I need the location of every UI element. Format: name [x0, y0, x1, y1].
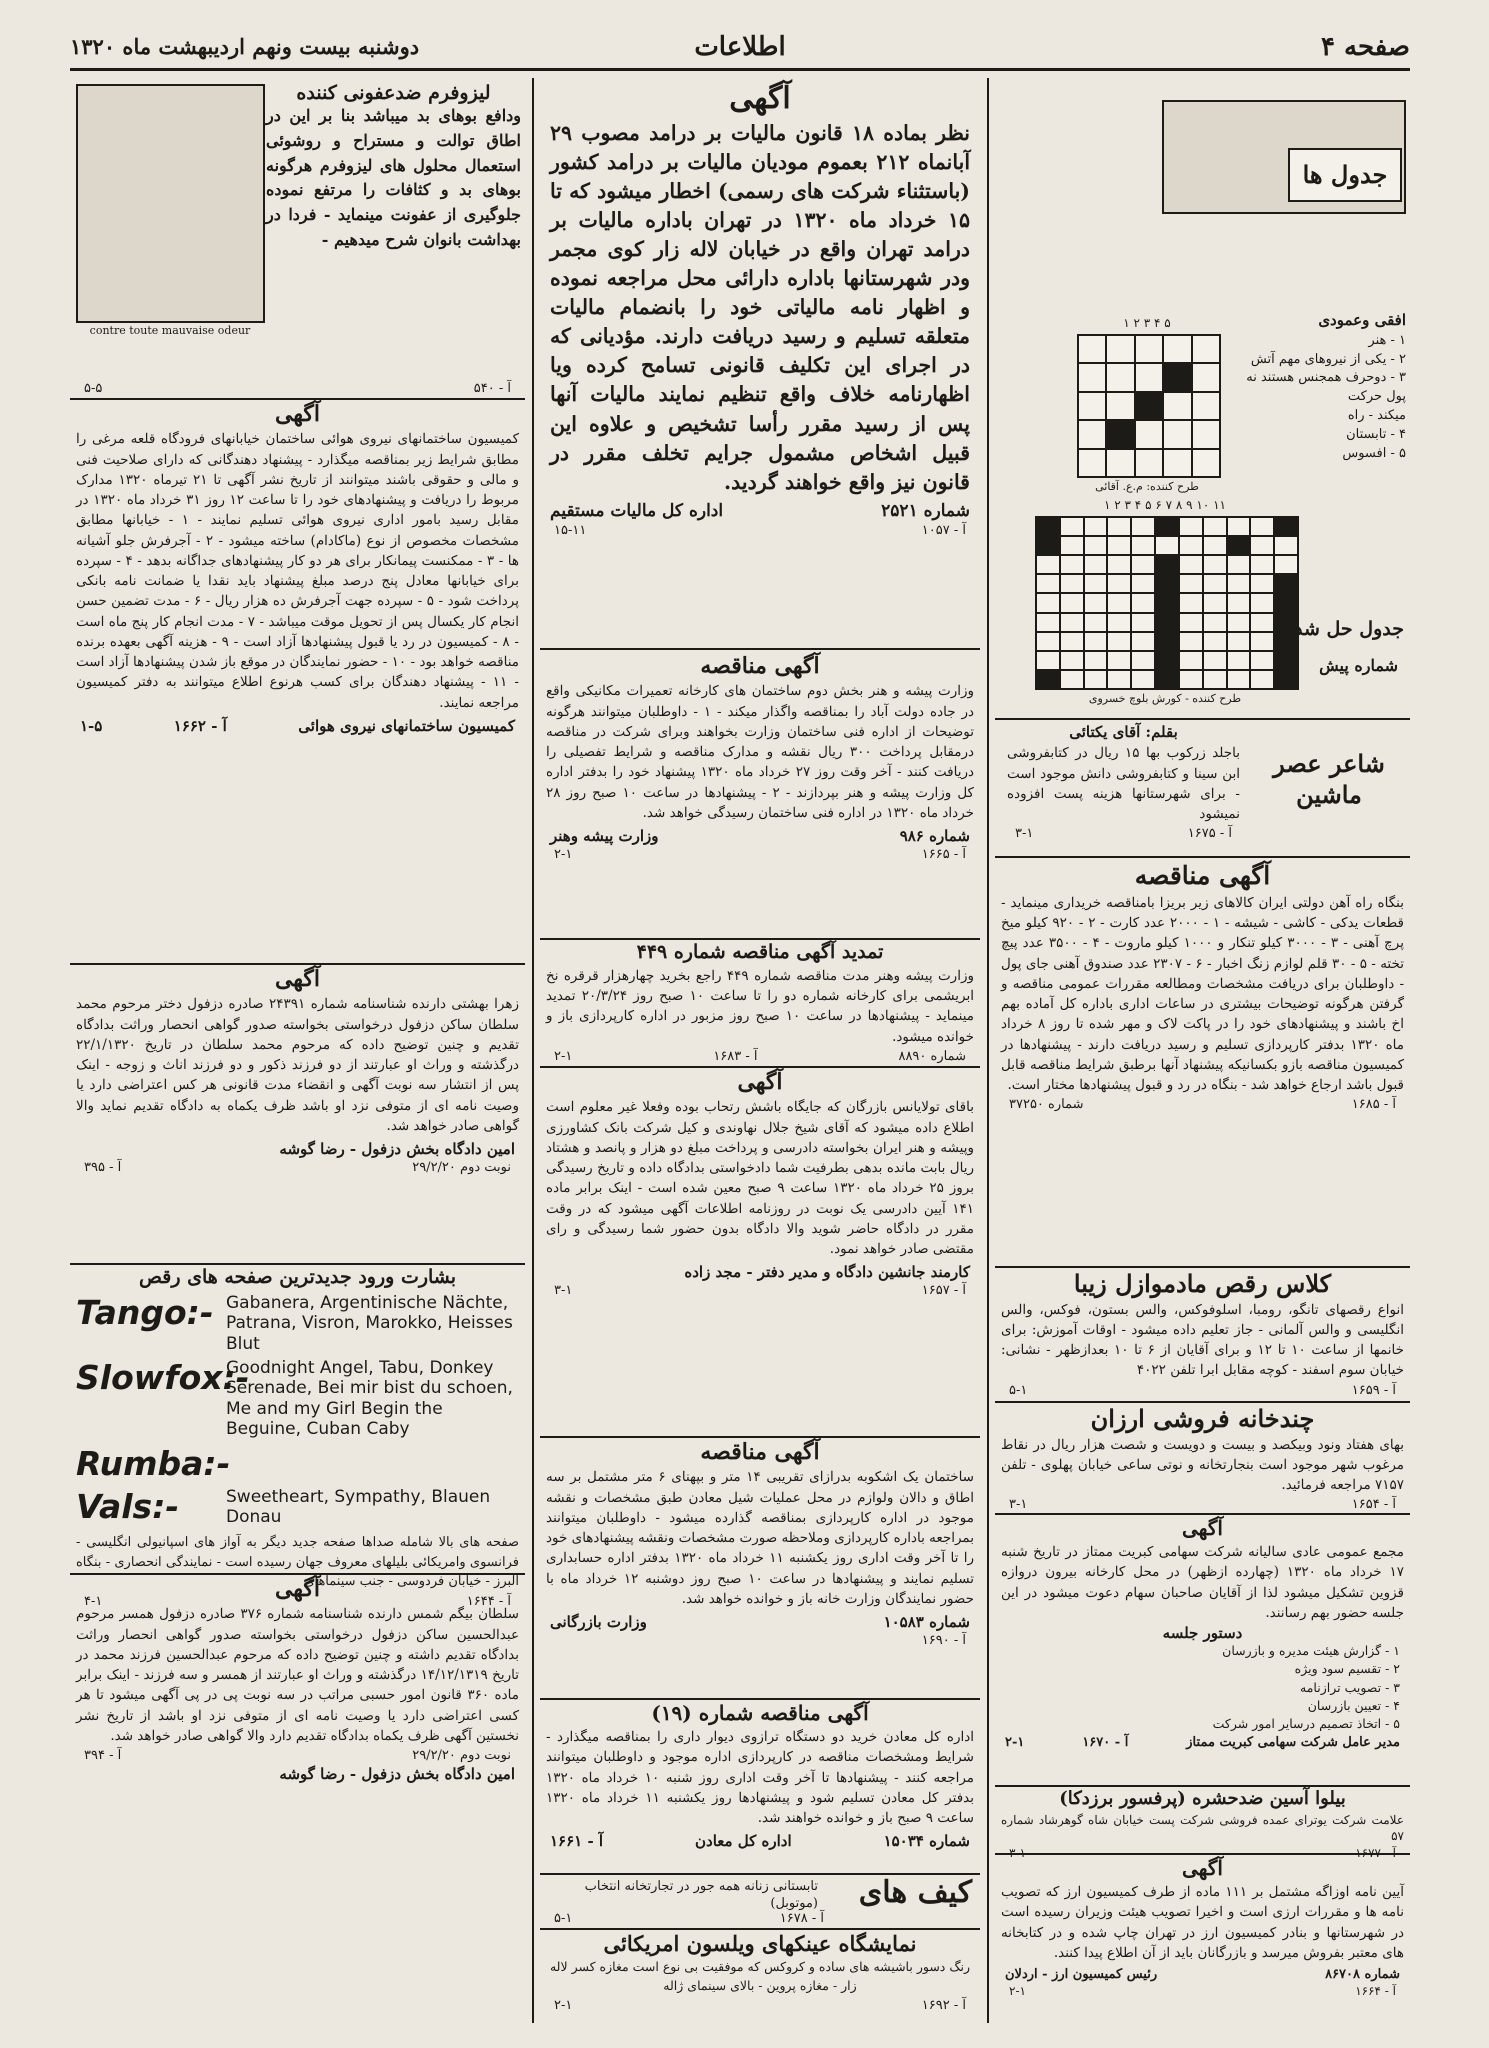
crossword-cell: [1228, 537, 1250, 554]
industry-tender-code: آ - ۱۶۶۵ ۲-۱: [554, 847, 966, 863]
crossword-cell: [1085, 575, 1107, 592]
house-sale-ad: [995, 1401, 1410, 1515]
house-sale-text: بهای هفتاد ونود وبیکصد و بیست و دویست و شصت هزار ریال در نقاط مرغوب شهر موجود است بنجارتخانه و نوتی ساعی خیابان پهلوی - تلفن ۷۱۵۷ مراجعه فرمائید.: [1001, 1436, 1404, 1494]
zahra-inheritance-notice: [70, 963, 525, 1265]
crossword-cell: [1228, 594, 1250, 611]
soltan-notice-note: نوبت دوم ۲۹/۲/۲۰ آ - ۳۹۴: [84, 1748, 511, 1764]
crossword-clue: ۳ - دوحرف همجنس هستند نه پول حرکت: [1246, 370, 1406, 405]
crossword-cell: [1107, 393, 1133, 419]
crossword-maker: طرح کننده: م.ع. آقائی: [1095, 480, 1199, 493]
agenda-item: ۴ - تعیین بازرسان: [1307, 1697, 1400, 1713]
crossword-cell: [1079, 364, 1105, 390]
glasses-title: نمایشگاه عینکهای ویلسون امریکائی: [603, 1931, 917, 1956]
crossword-cell: [1061, 575, 1083, 592]
crossword-cell: [1156, 537, 1178, 554]
crossword-cell: [1228, 652, 1250, 669]
crossword-cell: [1204, 575, 1226, 592]
crossword-cell: [1180, 671, 1202, 688]
crossword-cell: [1108, 556, 1130, 573]
agenda-item: ۱ - گزارش هیئت مدیره و بازرسان: [1222, 1643, 1400, 1659]
court-summons-title: آگهی: [737, 1069, 783, 1095]
crossword-cell: [1193, 421, 1219, 447]
crossword-cell: [1061, 671, 1083, 688]
crossword-cell: [1132, 518, 1154, 535]
industry-tender-title: آگهی مناقصه: [700, 653, 820, 679]
crossword-cell: [1037, 556, 1059, 573]
crossword-cell: [1228, 556, 1250, 573]
crossword-cell: [1061, 633, 1083, 650]
crossword-cell: [1108, 614, 1130, 631]
poet-ad-text: باجلد زرکوب بها ۱۵ ریال در کتابفروشی ابن سینا و کتابفروشی دانش موجود است - برای شهرستانها هزینه پست افزوده نمیشود: [1007, 745, 1240, 822]
agenda-item: ۳ - تصویب ترازنامه: [1300, 1679, 1400, 1695]
crossword-cell: [1193, 450, 1219, 476]
crossword-cell: [1275, 575, 1297, 592]
meeting-agenda-title: دستور جلسه: [1162, 1624, 1243, 1642]
crossword-cell: [1156, 594, 1178, 611]
match-company-meeting-ad: [995, 1513, 1410, 1787]
issue-date: دوشنبه بیست ونهم اردیبهشت ماه ۱۳۲۰: [70, 34, 420, 59]
zahra-notice-code: نوبت دوم ۲۹/۲/۲۰ آ - ۳۹۵: [84, 1160, 511, 1176]
left-column: [70, 78, 525, 2023]
air-force-tender-text: کمیسیون ساختمانهای نیروی هوائی ساختمان خیابانهای فرودگاه قلعه مرغی را مطابق شرایط زیر بمناقصه میگذارد - پیشنهاد دهندگانی که دارای صلاحیت فنی و مالی و حقوقی باشند میتوانند از تاریخ نشر آگهی تا ۲۱ تیرماه ۱۳۲۰ مدارک مربوط را دریافت و پیشنهادهای خود را تا ساعت ۱۲ روز ۳۱ خرداد ماه ۱۳۲۰ در مقابل رسید بامور اداری نیروی هوائی تسلیم نمایند - ۱ - خیابانها مطابق مشخصات مخصوص از نوع (ماکادام) ساخته میشود - ۲ - آجرفرش جلو آشیانه ها - ۳ - ممکنست پیمانکار برای هر دو کار پیشنهادهای جداگانه بدهد - ۴ - سپرده برای خیابانها معادل پنج درصد مبلغ پیشنهاد باید نقدا یا ضمانت نامه بانکی پرداخت شود - ۵ - سپرده جهت آجرفرش ده هزار ریال - ۶ - مدت تضمین حسن انجام کار یکسال پس از تحویل موقت میباشد - ۷ - مدت انجام کار پنج ماه است - ۸ - کمیسیون در رد یا قبول پیشنهادها آزاد است - ۹ - هزینه آگهی بعهده برنده مناقصه خواهد بود - ۱۰ - حضور نمایندگان در موقع باز شدن پیشنهادها آزاد است - ۱۱ - پیشنهاد دهندگان برای کسب هرنوع اطلاع میتوانند به دفتر کمیسیون مراجعه نمایند.: [76, 431, 520, 711]
page-number: صفحه ۴: [1321, 32, 1410, 62]
agenda-item: ۲ - تقسیم سود ویژه: [1294, 1661, 1400, 1677]
crossword-cell: [1085, 614, 1107, 631]
court-summons-ad: [540, 1066, 980, 1438]
crossword-cell: [1180, 575, 1202, 592]
zahra-notice-title: آگهی: [274, 966, 321, 992]
crossword-cell: [1156, 518, 1178, 535]
solved-subtitle: شماره پیش: [1319, 656, 1398, 675]
dance-class-text: انواع رقصهای تانگو، رومبا، اسلوفوکس، والس بستون، فوکس، والس انگلیسی و والس آلمانی - جاز تعلیم داده میشود - اوقات آموزش: برای خانمها از ساعت ۱۰ تا ۱۲ و برای آقایان از ۶ تا ۱۰ بعدازظهر - نشانی: خیابان سوم اسفند - کوچه مقابل ابرا تلفن ۴۰۲۲: [1001, 1301, 1405, 1379]
zahra-notice-signature: امین دادگاه بخش دزفول - رضا گوشه: [279, 1140, 515, 1159]
poet-ad-code: آ - ۱۶۷۵ ۳-۱: [1015, 826, 1232, 842]
crossword-cell: [1085, 671, 1107, 688]
crossword-cell: [1085, 652, 1107, 669]
crossword-cell: [1061, 652, 1083, 669]
handbags-code: آ - ۱۶۷۸ ۵-۱: [554, 1911, 824, 1926]
air-force-tender-title: آگهی: [274, 401, 321, 427]
crossword-cell: [1136, 421, 1162, 447]
crossword-cell: [1037, 518, 1059, 535]
crossword-cell: [1164, 393, 1190, 419]
meeting-signature: مدیر عامل شرکت سهامی کبریت ممتاز آ - ۱۶۷۰ ۲-۱: [1005, 1734, 1400, 1750]
commerce-tender-title: آگهی مناقصه: [700, 1439, 820, 1465]
handbags-title: کیف های: [858, 1875, 972, 1910]
house-sale-title: چندخانه فروشی ارزان: [1090, 1404, 1315, 1433]
crossword-cell: [1228, 575, 1250, 592]
commerce-tender-signature: شماره ۱۰۵۸۳ وزارت بازرگانی: [550, 1613, 970, 1632]
tender-449-code: شماره ۸۸۹۰ آ - ۱۶۸۳ ۲-۱: [554, 1048, 966, 1064]
crossword-cell: [1107, 336, 1133, 362]
soltan-notice-title: آگهی: [274, 1576, 321, 1602]
tax-notice-title: آگهی: [729, 81, 791, 116]
crossword-cell: [1108, 537, 1130, 554]
crossword-cell: [1132, 575, 1154, 592]
insecticide-ad: [995, 1785, 1410, 1861]
air-force-tender-ad: [70, 398, 525, 965]
crossword-cell: [1180, 537, 1202, 554]
dance-songs: Sweetheart, Sympathy, Blauen Donau: [226, 1486, 491, 1527]
crossword-cell: [1079, 421, 1105, 447]
column-divider-left: [532, 78, 534, 2023]
crossword-cell: [1108, 594, 1130, 611]
crossword-cell: [1180, 518, 1202, 535]
industry-tender-ad: [540, 648, 980, 940]
dance-class-title: کلاس رقص مادموازل زیبا: [1073, 1269, 1332, 1298]
dance-songs: Goodnight Angel, Tabu, Donkey Serenade, Bei mir bist du schoen, Me and my Girl Begin the Beguine, Cuban Caby: [226, 1358, 513, 1440]
dance-name: Tango:-: [76, 1292, 214, 1332]
meeting-text: مجمع عمومی عادی سالیانه شرکت سهامی کبریت ممتاز در تاریخ شنبه ۱۷ خرداد ماه ۱۳۲۰ (چهارده ازظهر) در محل کارخانه بیرون دروازه قزوین تشکیل میشود لذا از آقایان صاحبان سهام دعوت میشود در این جلسه حضور بهم رسانند.: [1001, 1544, 1405, 1621]
crossword-cell: [1037, 671, 1059, 688]
currency-ad-title: آگهی: [1182, 1856, 1223, 1880]
crossword-cell: [1251, 537, 1273, 554]
crossword-cell: [1061, 614, 1083, 631]
crossword-cell: [1108, 633, 1130, 650]
crossword-clue: ۴ - تابستان: [1346, 426, 1406, 442]
crossword-cell: [1204, 537, 1226, 554]
middle-column: [540, 78, 980, 2023]
tender-449-text: وزارت پیشه وهنر مدت مناقصه شماره ۴۴۹ راجع بخرید چهارهزار قرقره نخ ابریشمی برای کارخانه شماره دو را تا ساعت ۱۰ صبح روز ۲۰/۳/۲۴ تمدید مینماید - پیشنهادها در ساعت ۱۰ صبح روز مزبور در اداره کارپردازی باز و خوانده میشود.: [546, 967, 975, 1045]
currency-ad-text: آیین نامه اوزاگه مشتمل بر ۱۱۱ ماده از طرف کمیسیون ارز که تصویب نامه ها و مقررات ارزی است و اخیرا تصویب هیئت وزیران رسیده است در شهرستانها و بنادر کمیسیون ارز در تهران چاپ شده و در کتابخانه های معتبر بفروش میرسد و بازرگانان باید از آن اطلاع پیدا کنند.: [1001, 1884, 1404, 1961]
insecticide-text: علامت شرکت یوترای عمده فروشی شرکت پست خیابان شاه گوهرشاد شماره ۵۷: [1001, 1812, 1404, 1843]
newspaper-name: اطلاعات: [694, 32, 786, 62]
dance-records-title: بشارت ورود جدیدترین صفحه های رقص: [138, 1266, 457, 1288]
lysoform-ad: [70, 78, 525, 400]
dance-records-text: صفحه های بالا شامله صداها صفحه جدید دیگر به آواز های اسپانیولی انگلیسی - فرانسوی وامریکائی بلیلهای معروف جهان رسیده است - نمایندگی انحصاری - بنگاه البرز - خیابان فردوسی - جنب سینماهای: [76, 1535, 519, 1590]
right-column: [995, 78, 1410, 2023]
crossword-cell: [1037, 594, 1059, 611]
industry-tender-text: وزارت پیشه و هنر بخش دوم ساختمان های کارخانه تعمیرات مکانیکی واقع در جاده دولت آباد را بمناقصه واگذار میکند - ۱ - داوطلبان میتوانند هرگونه توضیحات از اداره فنی ساختمان وزارت بخواهند وبرای شرکت در مناقصه درمقابل پرداخت ۳۰۰ ریال نقشه و مدارک مناقصه و شرایط تفصیلی را دریافت کنند - آخر وقت روز ۲۷ خرداد ماه ۱۳۲۰ پیشنهاد خود را بدفتر اداره کل وزارت پیشه و هنر بپردازند - ۲ - پیشنهادها در ساعت ۱۰ صبح روز ۲۸ خرداد ماه ۱۳۲۰ در اداره فنی ساختمان رسیدگی خواهد شد.: [546, 683, 975, 821]
crossword-cell: [1228, 671, 1250, 688]
crossword-clue: ۵ - افسوس: [1342, 445, 1406, 461]
crossword-cell: [1037, 575, 1059, 592]
crossword-cell: [1136, 393, 1162, 419]
meeting-title: آگهی: [1182, 1516, 1223, 1540]
income-tax-notice: [540, 78, 980, 650]
crossword-cell: [1156, 614, 1178, 631]
crossword-cell: [1204, 556, 1226, 573]
crossword-cell: [1204, 594, 1226, 611]
glasses-code: آ - ۱۶۹۲ ۲-۱: [554, 1997, 966, 2013]
crossword-cell: [1156, 633, 1178, 650]
crossword-cell: [1085, 518, 1107, 535]
crossword-cell: [1136, 450, 1162, 476]
crossword-cell: [1079, 450, 1105, 476]
crossword-cell: [1180, 614, 1202, 631]
crossword-cell: [1193, 364, 1219, 390]
industry-tender-signature: شماره ۹۸۶ وزارت پیشه وهنر: [550, 827, 970, 846]
lysoform-text: ودافع بوهای بد میباشد بنا بر این در اطاق توالت و مستراح و روشوئی استعمال محلول های لیزوفرم هرگونه بوهای بد و کثافات را مرتفع نموده جلوگیری از عفونت مینماید - فردا در بهداشت بانوان شرح میدهیم -: [266, 106, 521, 249]
crossword-cell: [1108, 652, 1130, 669]
crossword-cell: [1275, 518, 1297, 535]
crossword-cell: [1132, 671, 1154, 688]
crossword-cell: [1061, 556, 1083, 573]
crossword-cell: [1164, 364, 1190, 390]
dance-name: Rumba:-: [76, 1443, 231, 1483]
solved-maker: طرح کننده - کورش بلوچ خسروی: [1088, 692, 1242, 705]
tax-notice-signature: شماره ۲۵۲۱ اداره کل مالیات مستقیم: [550, 500, 970, 521]
wilson-glasses-ad: [540, 1928, 980, 2023]
poet-ad-author: بقلم: آقای یکتائی: [1069, 723, 1178, 741]
newspaper-page: [70, 28, 1410, 2023]
crossword-cell: [1037, 614, 1059, 631]
crossword-cell: [1204, 671, 1226, 688]
crossword-cell: [1204, 633, 1226, 650]
crossword-cell: [1275, 537, 1297, 554]
lysoform-code: آ - ۵۴۰ ۵-۵: [84, 381, 511, 396]
dance-record-row: [76, 1444, 519, 1483]
rail-tender-code: آ - ۱۶۸۵ شماره ۳۷۲۵۰: [1009, 1097, 1396, 1113]
crossword-cell: [1107, 364, 1133, 390]
crossword-cell: [1193, 393, 1219, 419]
crossword-cell: [1251, 652, 1273, 669]
crossword-cell: [1251, 614, 1273, 631]
crossword-cell: [1204, 652, 1226, 669]
crossword-cell: [1180, 594, 1202, 611]
soltan-notice-signature: امین دادگاه بخش دزفول - رضا گوشه: [279, 1765, 515, 1784]
crossword-cell: [1061, 594, 1083, 611]
rail-tender-title: آگهی مناقصه: [1134, 861, 1271, 890]
solved-crossword-grid: [1035, 516, 1299, 690]
mines-tender-text: اداره کل معادن خرید دو دستگاه ترازوی دیوار داری را بمناقصه میگذارد - شرایط ومشخصات مناقصه در کارپردازی اداره موجود و داوطلبان میتوانند مراجعه کنند - پیشنهادها تا آخر وقت اداری روز شنبه ۱۰ خرداد ماه ۱۳۲۰ بدفتر کل معادن تسلیم شود و پیشنهادها روز یکشنبه ۱۱ خرداد ماه ۱۳۲۰ ساعت ۹ صبح باز و خوانده خواهند شد.: [546, 1729, 975, 1826]
crossword-cell: [1107, 421, 1133, 447]
dance-record-row: [76, 1358, 519, 1440]
crossword-cell: [1085, 537, 1107, 554]
crossword-cell: [1275, 652, 1297, 669]
solved-top-numbers: ۱ ۲ ۳ ۴ ۵ ۶ ۷ ۸ ۹ ۱۰ ۱۱: [1104, 498, 1226, 512]
insecticide-code: آ - ۱۶۷۷ ۳-۱: [1009, 1846, 1396, 1861]
mines-tender-19-ad: [540, 1698, 980, 1875]
handbags-ad: [540, 1873, 980, 1930]
crossword-cell: [1132, 556, 1154, 573]
meeting-agenda: [995, 1642, 1410, 1733]
lysoform-illustration-image: [76, 84, 265, 323]
crossword-title: جدول ها: [1288, 148, 1402, 202]
crossword-cell: [1251, 594, 1273, 611]
crossword-cell: [1228, 633, 1250, 650]
crossword-cell: [1180, 556, 1202, 573]
masthead: [70, 28, 1410, 71]
crossword-top-numbers: ۱ ۲ ۳ ۴ ۵: [1123, 316, 1171, 330]
crossword-cell: [1085, 556, 1107, 573]
currency-ad-code: آ - ۱۶۶۴ ۲-۱: [1009, 1984, 1396, 1998]
dance-songs: Gabanera, Argentinische Nächte, Patrana, Visron, Marokko, Heisses Blut: [226, 1292, 513, 1354]
crossword-clues: [1236, 310, 1406, 464]
crossword-cell: [1156, 575, 1178, 592]
crossword-cell: [1132, 614, 1154, 631]
crossword-cell: [1193, 336, 1219, 362]
commerce-tender-code: آ - ۱۶۹۰: [921, 1633, 966, 1649]
soltan-inheritance-notice: [70, 1573, 525, 2023]
commerce-tender-text: ساختمان یک اشکوبه بدرازای تقریبی ۱۴ متر و بپهنای ۶ متر مشتمل بر سه اطاق و دالان ولوازم در محل عملیات شیل معادن طبق مشخصات و نقشه موجود در اداره کارپردازی بمناقصه گذارده میشود - داوطلبان میتوانند بمراجعه باداره کارپردازی وملاحظه صورت مشخصات ونقشه پیشنهادهای خود را تا آخر وقت اداری روز یکشنبه ۱۱ خرداد ماه ۱۳۲۰ بدفتر اداره حسابداری تسلیم نمایند و پیشنهادها در ساعت ۱۰ صبح روز دوشنبه ۱۲ خرداد ماه با حضور نمایندگان وزارت خانه باز و خوانده خواهد شد.: [546, 1469, 975, 1607]
crossword-clue-heading: افقی وعمودی: [1318, 311, 1406, 329]
tender-449-extension: [540, 938, 980, 1068]
agenda-item: ۵ - اتخاذ تصمیم درسایر امور شرکت: [1212, 1715, 1400, 1731]
currency-ad-signature: شماره ۸۶۷۰۸ رئیس کمیسیون ارز - اردلان: [1005, 1967, 1400, 1982]
crossword-cell: [1180, 652, 1202, 669]
mines-tender-title: آگهی مناقصه شماره (۱۹): [651, 1701, 869, 1725]
dance-name: Slowfox:-: [76, 1358, 250, 1398]
crossword-cell: [1156, 652, 1178, 669]
crossword-section: [995, 78, 1410, 720]
crossword-cell: [1136, 336, 1162, 362]
crossword-cell: [1061, 518, 1083, 535]
dance-name: Vals:-: [76, 1486, 180, 1526]
crossword-grid: [1077, 334, 1221, 478]
crossword-cell: [1085, 594, 1107, 611]
crossword-cell: [1275, 671, 1297, 688]
crossword-cell: [1228, 518, 1250, 535]
insecticide-title: بیلوا آسین ضدحشره (پرفسور برزدکا): [1059, 1788, 1346, 1809]
crossword-cell: [1204, 518, 1226, 535]
crossword-cell: [1132, 594, 1154, 611]
crossword-cell: [1037, 633, 1059, 650]
court-summons-signature: کارمند جانشین دادگاه و مدیر دفتر - مجد زاده: [684, 1263, 970, 1282]
crossword-clue: ۱ - هنر: [1368, 332, 1406, 348]
crossword-cell: [1108, 518, 1130, 535]
crossword-cell: [1251, 518, 1273, 535]
commerce-tender-ad: [540, 1436, 980, 1700]
tax-notice-text: نظر بماده ۱۸ قانون مالیات بر درامد مصوب ۲۹ آبانماه ۲۱۲ بعموم مودیان مالیات بر درامد کشور (باستثناء شرکت های رسمی) اخطار میشود که تا ۱۵ خرداد ماه ۱۳۲۰ در تهران باداره مالیات بر درامد تهران واقع در خیابان لاله زار کوی مجمر ودر شهرستانها باداره دارائی محل مراجعه نموده و اظهار نامه مالیاتی خود را بانضمام مالیات متعلقه تسلیم و رسید دریافت دارند. مؤدیانی که در اجرای این تکلیف قانونی تسامح کرده ویا اظهارنامه خلاف واقع تنظیم نمایند مالیات آنها پس از رسید مقرر رأسا تشخیص و علاوه این قبیل اشخاص مشمول جرایم تخلف مقرر در قانون نیز واقع خواهند گردید.: [550, 120, 971, 494]
crossword-cell: [1108, 671, 1130, 688]
crossword-cell: [1180, 633, 1202, 650]
crossword-cell: [1156, 671, 1178, 688]
court-summons-code: آ - ۱۶۵۷ ۳-۱: [554, 1283, 966, 1299]
crossword-cell: [1164, 450, 1190, 476]
glasses-text: رنگ دسور باشیشه های ساده و کروکس که موفقیت بی نوع است مغازه کسر لاله زار - مغازه پروین - بالای سینمای ژاله: [549, 1959, 971, 1993]
rail-tender-ad: [995, 856, 1410, 1268]
crossword-cell: [1228, 614, 1250, 631]
crossword-cell: [1251, 633, 1273, 650]
zahra-notice-text: زهرا بهشتی دارنده شناسنامه شماره ۲۴۳۹۱ صادره دزفول دختر مرحوم محمد سلطان ساکن دزفول درخواستی بخواسته صدور گواهی انحصار وراثت بدادگاه تقدیم و چنین توضیح داده که مرحوم محمد سلطان در تاریخ ۲۲/۱/۱۳۲۰ درگذشته و وراث او عبارتند از دو فرزند ذکور و دو فرزند اناث و زوجه - اینک پس از انتشار سه نوبت آگهی و انقضاء مدت قانونی هر کس اعتراضی دارد یا وصیت نامه ای از متوفی نزد او باشد ظرف یکماه به دادگاه تقدیم نماید والا گواهی صادر خواهد شد.: [76, 996, 519, 1134]
crossword-cell: [1275, 594, 1297, 611]
crossword-clue: میکند - راه: [1347, 408, 1406, 424]
crossword-cell: [1132, 652, 1154, 669]
poet-ad-title: شاعر عصر ماشین: [1273, 749, 1385, 810]
crossword-cell: [1037, 537, 1059, 554]
mines-tender-signature: شماره ۱۵۰۳۴ اداره کل معادن آ - ۱۶۶۱: [550, 1832, 970, 1851]
crossword-cell: [1079, 393, 1105, 419]
crossword-cell: [1061, 537, 1083, 554]
crossword-cell: [1037, 652, 1059, 669]
crossword-cell: [1251, 671, 1273, 688]
crossword-cell: [1108, 575, 1130, 592]
crossword-cell: [1164, 336, 1190, 362]
tender-449-title: تمدید آگهی مناقصه شماره ۴۴۹: [636, 941, 884, 963]
handbags-text: تابستانی زنانه همه جور در تجارتخانه انتخاب (موتوبل): [584, 1879, 818, 1911]
currency-regulation-ad: [995, 1853, 1410, 2023]
crossword-cell: [1251, 575, 1273, 592]
dance-record-row: [76, 1293, 519, 1354]
dance-record-row: [76, 1487, 519, 1528]
tax-notice-code: آ - ۱۰۵۷ ۱۵-۱۱: [554, 522, 966, 538]
crossword-cell: [1204, 614, 1226, 631]
solved-title: جدول حل شده: [1284, 618, 1404, 640]
crossword-cell: [1079, 336, 1105, 362]
crossword-cell: [1107, 450, 1133, 476]
dance-records-list: [70, 1293, 525, 1528]
lysoform-caption: contre toute mauvaise odeur: [89, 324, 251, 337]
soltan-notice-text: سلطان بیگم شمس دارنده شناسنامه شماره ۳۷۶ صادره دزفول همسر مرحوم عبدالحسین ساکن دزفول درخواستی بخواسته صدور گواهی انحصار وراثت بدادگاه تقدیم داشته و چنین توضیح داده که مرحوم عبدالحسین فرزند محمد در تاریخ ۱۴/۱۲/۱۳۱۹ درگذشته و وراث او عبارتند از همسر و سه فرزند - اینک برابر ماده ۳۶۰ قانون امور حسبی مراتب در سه نوبت پی در پی آگهی میشود تا هر کسی اعتراضی دارد یا وصیت نامه ای از متوفی نزد او باشد از تاریخ نشر نخستین آگهی ظرف یکماه بدادگاه تقدیم دارد والا گواهی صادر خواهد شد.: [76, 1606, 519, 1744]
column-divider-right: [987, 78, 989, 2023]
crossword-cell: [1085, 633, 1107, 650]
lysoform-title: لیزوفرم ضدعفونی کننده: [296, 82, 491, 104]
dance-class-ad: [995, 1266, 1410, 1403]
crossword-cell: [1132, 537, 1154, 554]
crossword-cell: [1132, 633, 1154, 650]
house-sale-code: آ - ۱۶۵۴ ۳-۱: [1009, 1497, 1396, 1513]
crossword-cell: [1275, 556, 1297, 573]
crossword-cell: [1156, 556, 1178, 573]
dance-class-code: آ - ۱۶۵۹ ۵-۱: [1009, 1382, 1396, 1398]
crossword-clue: ۲ - یکی از نیروهای مهم آتش: [1250, 351, 1406, 367]
crossword-cell: [1164, 421, 1190, 447]
crossword-cell: [1136, 364, 1162, 390]
court-summons-text: باقای تولایانس بازرگان که جایگاه باشش رتحاب بوده وفعلا غیر معلوم است اطلاع داده میشود که آقای شیخ جلال نهاوندی و کیل شرکت بانک کشاورزی وپیشه و هنر ایران بخواسته دادرسی و پرداخت مبلغ دو هزار و پانصد و هشتاد ریال بابت مانده بدهی بطرفیت شما دادخواستی بدادگاه داده و تاریخ رسیدگی بروز ۲۵ خرداد ماه ۱۳۲۰ ساعت ۹ صبح معین شده است - اینک برابر ماده ۱۴۱ آیین دادرسی یک نوبت در روزنامه اطلاعات آگهی میشود که در وقت مقرر در دادگاه حاضر شوید والا دادگاه بدون حضور شما رسیدگی و رای مقتضی صادر خواهد نمود.: [546, 1099, 974, 1258]
dance-records-code: آ - ۱۶۴۴ ۴-۱: [84, 1593, 511, 1609]
poet-ad: [995, 718, 1410, 858]
crossword-cell: [1251, 556, 1273, 573]
air-force-tender-signature: کمیسیون ساختمانهای نیروی هوائی آ - ۱۶۶۲ ۱-۵: [80, 716, 515, 735]
rail-tender-text: بنگاه راه آهن دولتی ایران کالاهای زیر بریزا بامناقصه خریداری مینماید - قطعات یدکی - کاشی - شیشه - ۱ - ۲۰۰۰ عدد کارت - ۲ - ۹۲۰ کیلو میخ پرچ آهنی - ۳ - ۳۰۰۰ کیلو تنکار و ۱۰۰۰ کیلو ماروت - ۴ - ۳۵۰۰ عدد پیچ تخته - ۵ - ۳۰ قلم لوازم زنگ اخبار - ۶ - ۲۳۰۷ عدد صندوق آهنی جای پول - داوطلبان برای دریافت مشخصات ومطالعه مقررات عمومی مناقصه و گرفتن هرگونه توضیحات بیشتری در ساعات اداری باداره کل آماده بهم اخ باشند و پیشنهادهای خود را در پاکت لاک و مهر شده تا روز ۸ خرداد ماه ۱۳۲۰ بدفتر کارپردازی تسلیم و رسید دریافت دارند - پیشنهادها در کمیسیون مناقصه بازو بکسانیکه پیشنهاد آنها برطبق شرایط مناقصه قابل قبول باشد ارجاع خواهد شد - بنگاه در رد و قبول پیشنهادها مختار است.: [1001, 894, 1405, 1093]
